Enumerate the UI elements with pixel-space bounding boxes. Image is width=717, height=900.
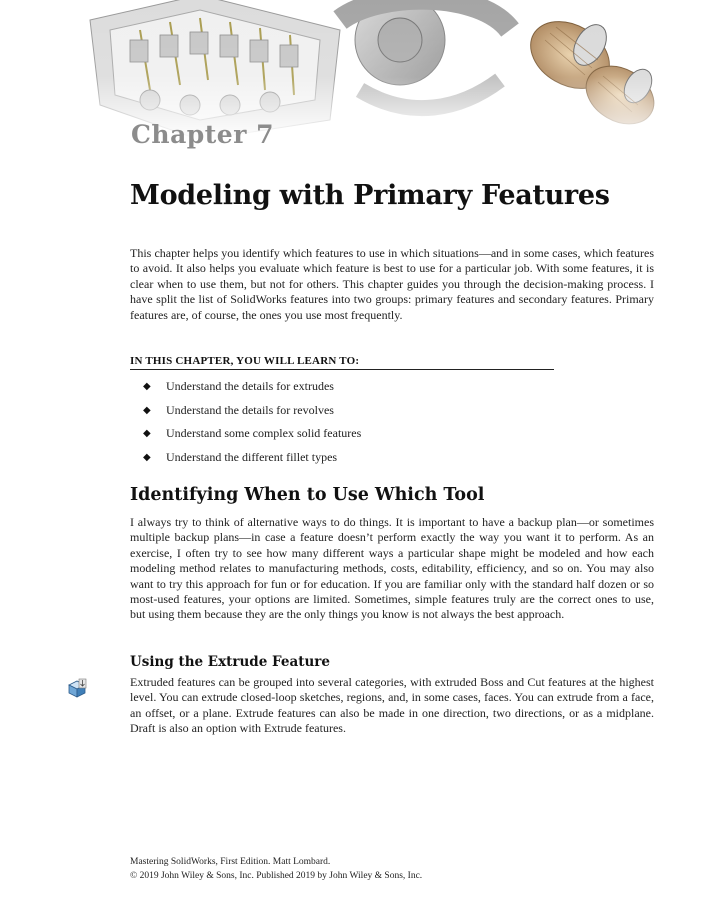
bullet-diamond-icon: ◆ (143, 428, 151, 439)
list-item (143, 425, 361, 449)
bullet-diamond-icon: ◆ (143, 404, 151, 416)
bullet-diamond-icon: ◆ (143, 381, 151, 392)
copyright-footer (130, 855, 422, 883)
list-item (143, 449, 361, 473)
learn-list (143, 378, 361, 472)
chapter-number-label: Chapter 7 (131, 120, 274, 149)
list-item-text: Understand the different fillet types (166, 449, 338, 464)
list-item-text: Understand the details for revolves (166, 402, 334, 417)
intro-paragraph: This chapter helps you identify which features to use in which situations—and in some cases, which features to avoid. It also helps you evaluate which feature is best to use for a particular job. With some features, it is clear when to use them, but not for others. This chapter guides you through the decision-making process. I have split the list of SolidWorks features into two groups: primary features and secondary features. Primary features are, of course, the ones you use most frequently. (130, 246, 654, 322)
list-item (143, 402, 361, 426)
section-paragraph: I always try to think of alternative ways to do things. It is important to have a backup plan—or sometimes multiple backup plans—in case a feature doesn’t perform exactly the way you want it to perform. As an exercise, I often try to see how many different ways a particular shape might be modeled and how each modeling method relates to manufacturing methods, costs, editability, efficiency, and so on. You may also want to try this approach for fun or for education. If you are familiar only with the standard half dozen or so most-used features, your options are limited. Sometimes, simple features truly are the correct ones to use, but using them because they are the only things you know is not always the best approach. (130, 515, 654, 622)
extrude-feature-icon (66, 677, 88, 699)
footer-copyright-line: © 2019 John Wiley & Sons, Inc. Published 2019 by John Wiley & Sons, Inc. (130, 871, 423, 881)
list-item-text: Understand the details for extrudes (166, 379, 334, 393)
chapter-title: Modeling with Primary Features (130, 180, 610, 211)
footer-book-line: Mastering SolidWorks, First Edition. Matt Lombard. (130, 857, 331, 867)
list-item (143, 378, 361, 402)
learn-heading: IN THIS CHAPTER, YOU WILL LEARN TO: (130, 355, 554, 370)
engine-header-illustration (80, 0, 680, 140)
subsection-paragraph: Extruded features can be grouped into several categories, with extruded Boss and Cut features at the highest level. You can extrude closed-loop sketches, regions, and, in some cases, faces. You can extrude from a face, an offset, or a plane. Extrude features can also be made in one direction, two directions, or as a midplane. Draft is also an option with Extrude features. (130, 675, 654, 736)
list-item-text: Understand some complex solid features (166, 426, 362, 440)
subsection-heading: Using the Extrude Feature (130, 654, 330, 670)
bullet-diamond-icon: ◆ (143, 451, 151, 463)
section-heading: Identifying When to Use Which Tool (130, 485, 485, 505)
